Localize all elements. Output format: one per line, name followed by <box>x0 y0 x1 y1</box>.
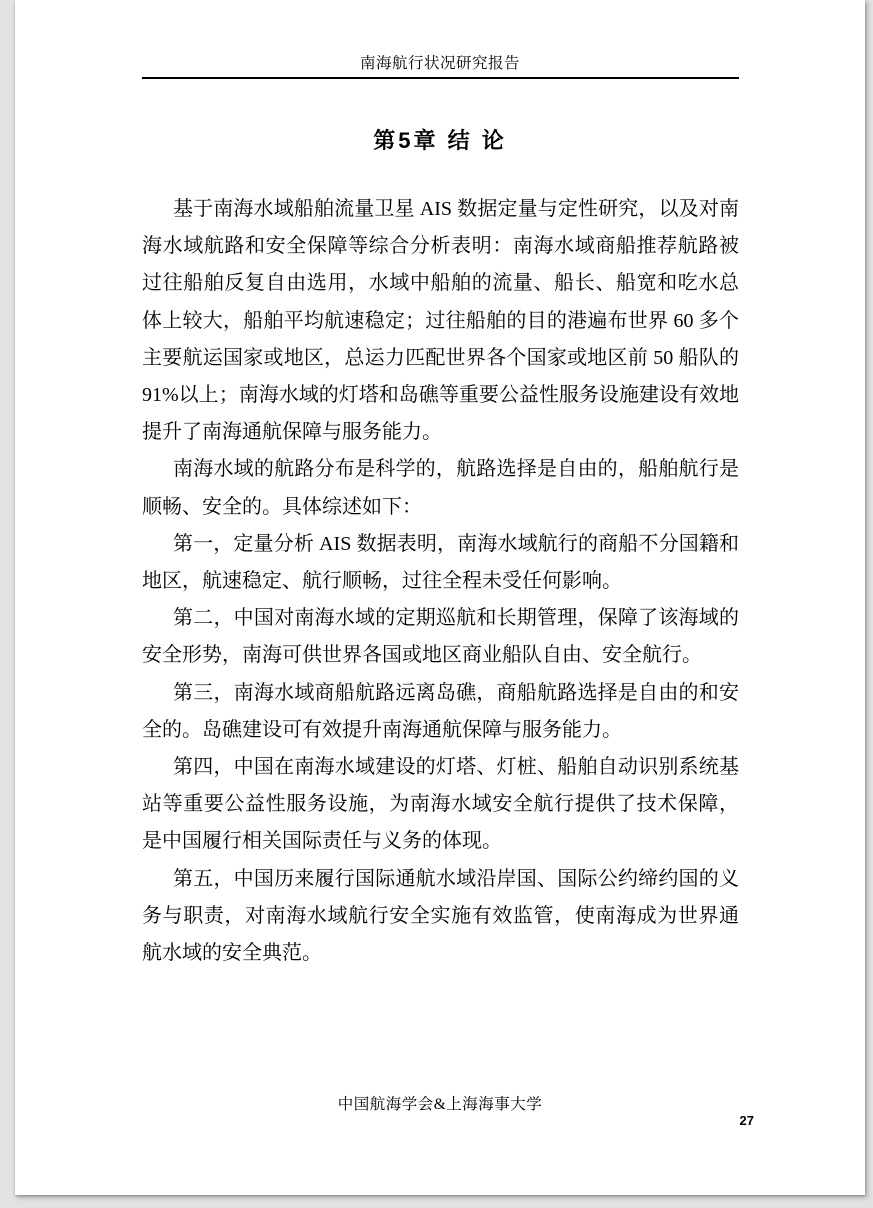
body-paragraph: 第五，中国历来履行国际通航水域沿岸国、国际公约缔约国的义务与职责，对南海水域航行安全实施有效监管，使南海成为世界通航水域的安全典范。 <box>142 867 739 965</box>
body-paragraph: 第三，南海水域商船航路远离岛礁，商船航路选择是自由的和安全的。岛礁建设可有效提升南海通航保障与服务能力。 <box>142 681 739 741</box>
body-paragraph: 第四，中国在南海水域建设的灯塔、灯桩、船舶自动识别系统基站等重要公益性服务设施，为南海水域安全航行提供了技术保障，是中国履行相关国际责任与义务的体现。 <box>142 756 739 853</box>
body-paragraph: 第二，中国对南海水域的定期巡航和长期管理，保障了该海域的安全形势，南海可供世界各国或地区商业船队自由、安全航行。 <box>142 607 739 667</box>
page-number: 27 <box>739 1113 754 1128</box>
page-header-title: 南海航行状况研究报告 <box>359 55 520 72</box>
body-paragraph: 南海水域的航路分布是科学的，航路选择是自由的，船舶航行是顺畅、安全的。具体综述如下： <box>142 458 739 518</box>
header-rule <box>142 77 739 79</box>
body-text <box>142 191 739 972</box>
document-page <box>15 0 865 1195</box>
body-paragraph: 基于南海水域船舶流量卫星 AIS 数据定量与定性研究，以及对南海水域航路和安全保障等综合分析表明：南海水域商船推荐航路被过往船舶反复自由选用，水域中船舶的流量、船长、船宽和吃水总体上较大，船舶平均航速稳定；过往船舶的目的港遍布世界 60 多个主要航运国家或地区，总运力匹配世界各个国家或地区前 50 船队的 91%以上；南海水域的灯塔和岛礁等重要公益性服务设施建设有效地提升了南海通航保障与服务能力。 <box>142 198 739 444</box>
page-footer-title: 中国航海学会&上海海事大学 <box>337 1096 543 1113</box>
chapter-title: 第5章 结 论 <box>373 128 507 153</box>
body-paragraph: 第一，定量分析 AIS 数据表明，南海水域航行的商船不分国籍和地区，航速稳定、航行顺畅，过往全程未受任何影响。 <box>142 532 739 593</box>
